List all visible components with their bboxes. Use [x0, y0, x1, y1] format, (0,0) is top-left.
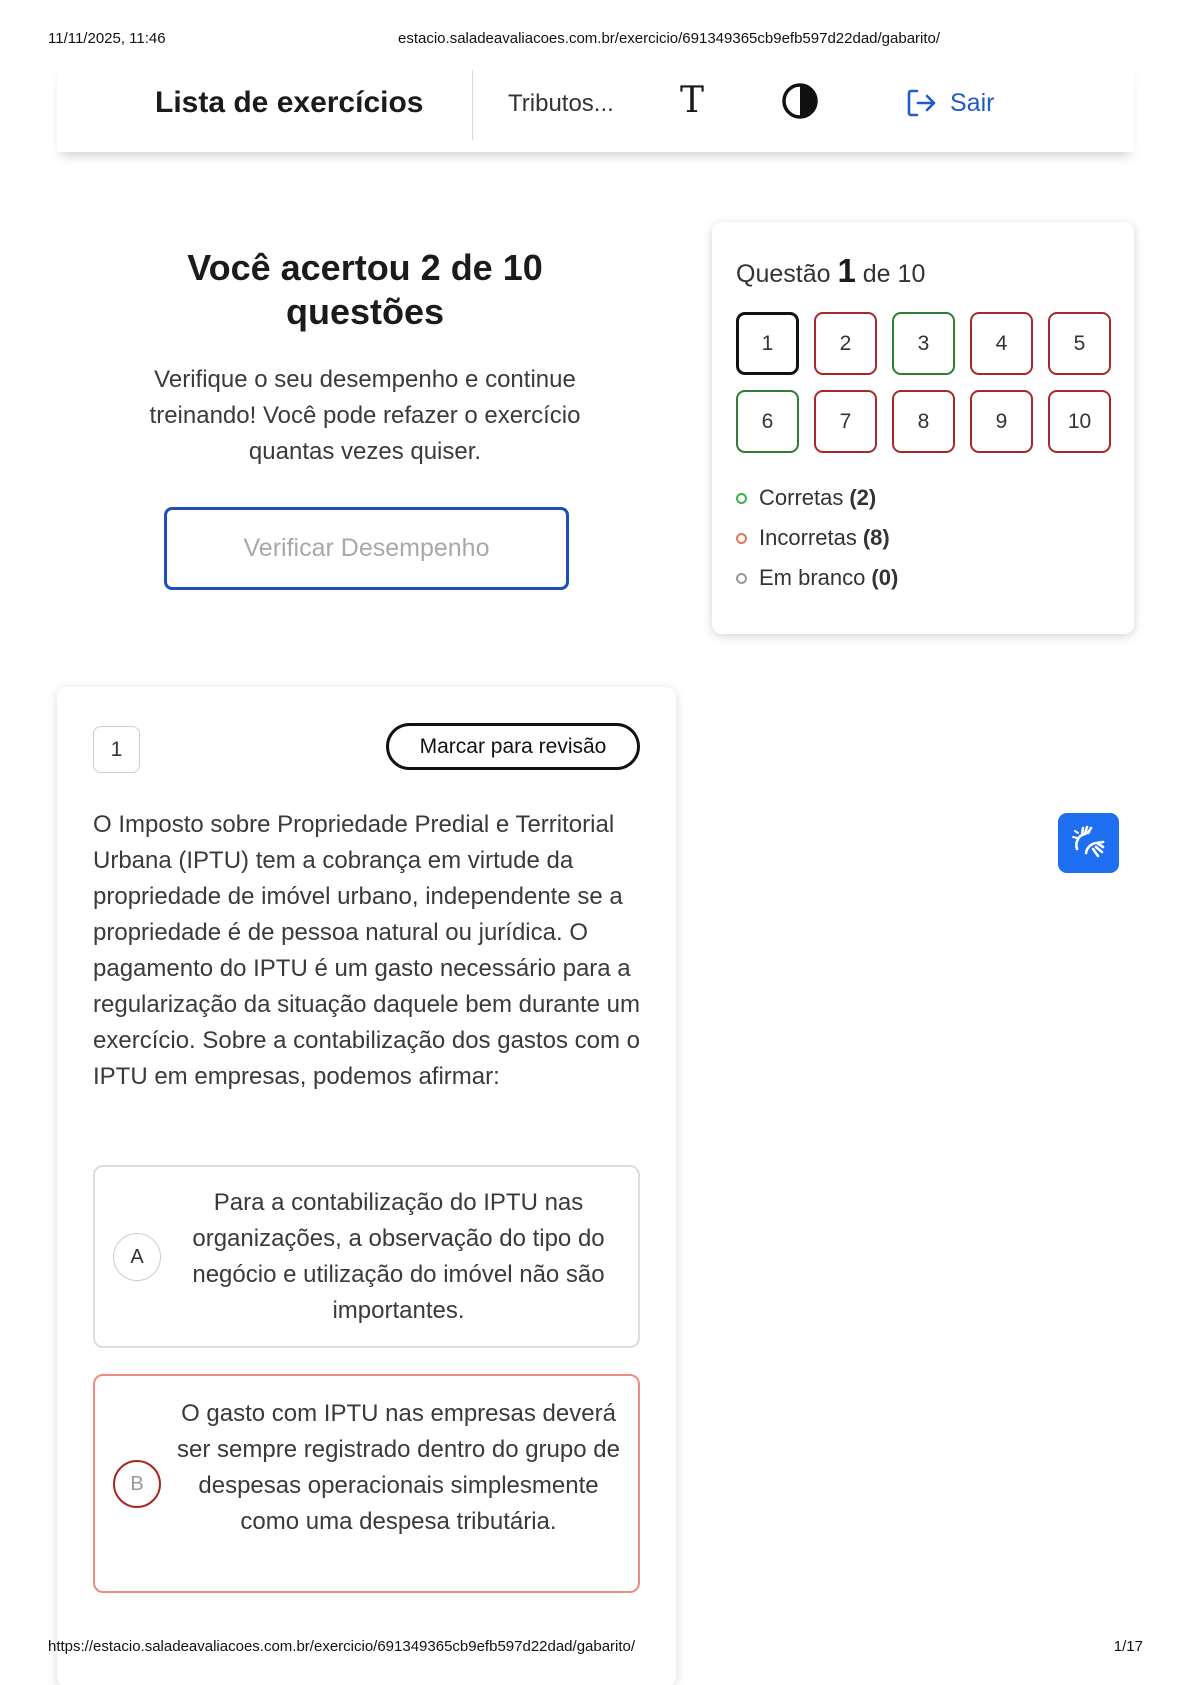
verify-performance-button[interactable]: Verificar Desempenho	[164, 507, 569, 590]
counter-prefix: Questão	[736, 260, 831, 288]
blank-dot-icon	[736, 573, 747, 584]
option-text: Para a contabilização do IPTU nas organizações, a observação do tipo do negócio e utilização do imóvel não são importantes.	[192, 1189, 605, 1324]
option-letter: B	[113, 1460, 161, 1508]
question-number: 1	[93, 726, 140, 773]
legend-correct-label: Corretas	[759, 485, 844, 510]
logout-icon	[904, 86, 938, 120]
header-divider	[472, 70, 473, 140]
contrast-icon[interactable]	[781, 82, 819, 120]
question-nav-4[interactable]: 4	[970, 312, 1033, 375]
print-date: 11/11/2025, 11:46	[48, 30, 166, 47]
question-navigator	[712, 222, 1134, 634]
text-size-icon[interactable]: T	[680, 80, 705, 121]
legend-incorrect	[736, 518, 898, 558]
question-nav-6[interactable]: 6	[736, 390, 799, 453]
question-nav-8[interactable]: 8	[892, 390, 955, 453]
question-nav-1[interactable]: 1	[736, 312, 799, 375]
question-nav-10[interactable]: 10	[1048, 390, 1111, 453]
question-nav-3[interactable]: 3	[892, 312, 955, 375]
sign-language-hands-icon[interactable]	[1058, 813, 1119, 873]
incorrect-dot-icon	[736, 533, 747, 544]
legend-blank-label: Em branco	[759, 565, 866, 590]
option-b[interactable]	[93, 1374, 640, 1593]
legend-correct	[736, 478, 898, 518]
print-footer-url: https://estacio.saladeavaliacoes.com.br/exercicio/691349365cb9efb597d22dad/gabarito/	[48, 1638, 636, 1655]
legend-incorrect-count: (8)	[862, 525, 890, 550]
question-counter	[736, 252, 925, 290]
counter-current: 1	[837, 252, 856, 289]
question-nav-2[interactable]: 2	[814, 312, 877, 375]
result-summary	[110, 246, 620, 470]
legend-correct-count: (2)	[849, 485, 877, 510]
question-nav-5[interactable]: 5	[1048, 312, 1111, 375]
counter-suffix: de 10	[862, 260, 926, 288]
logout-button[interactable]	[904, 86, 994, 120]
question-card	[57, 687, 676, 1685]
legend-blank-count: (0)	[871, 565, 899, 590]
print-url: estacio.saladeavaliacoes.com.br/exercicio/691349365cb9efb597d22dad/gabarito/	[398, 30, 941, 47]
logout-label: Sair	[950, 88, 995, 117]
page-title: Lista de exercícios	[155, 86, 424, 119]
question-nav-9[interactable]: 9	[970, 390, 1033, 453]
option-letter: A	[113, 1233, 161, 1281]
subject-title[interactable]: Tributos...	[508, 90, 614, 117]
question-grid	[736, 312, 1111, 453]
question-nav-7[interactable]: 7	[814, 390, 877, 453]
result-description: Verifique o seu desempenho e continue treinando! Você pode refazer o exercício quantas vezes quiser.	[149, 366, 581, 465]
status-legend	[736, 478, 898, 598]
option-a[interactable]	[93, 1165, 640, 1348]
legend-incorrect-label: Incorretas	[759, 525, 857, 550]
correct-dot-icon	[736, 493, 747, 504]
question-text: O Imposto sobre Propriedade Predial e Territorial Urbana (IPTU) tem a cobrança em virtude da propriedade de imóvel urbano, independente se a propriedade é de pessoa natural ou jurídica. O pagamento do IPTU é um gasto necessário para a regularização da situação daquele bem durante um exercício. Sobre a contabilização dos gastos com o IPTU em empresas, podemos afirmar:	[93, 811, 641, 1090]
option-text: O gasto com IPTU nas empresas deverá ser sempre registrado dentro do grupo de despesas operacionais simplesmente como uma despesa tributária.	[177, 1400, 620, 1535]
top-bar	[57, 64, 1134, 152]
mark-for-review-button[interactable]: Marcar para revisão	[386, 723, 640, 770]
result-heading: Você acertou 2 de 10 questões	[187, 247, 543, 332]
print-page-number: 1/17	[1113, 1638, 1143, 1655]
legend-blank	[736, 558, 898, 598]
